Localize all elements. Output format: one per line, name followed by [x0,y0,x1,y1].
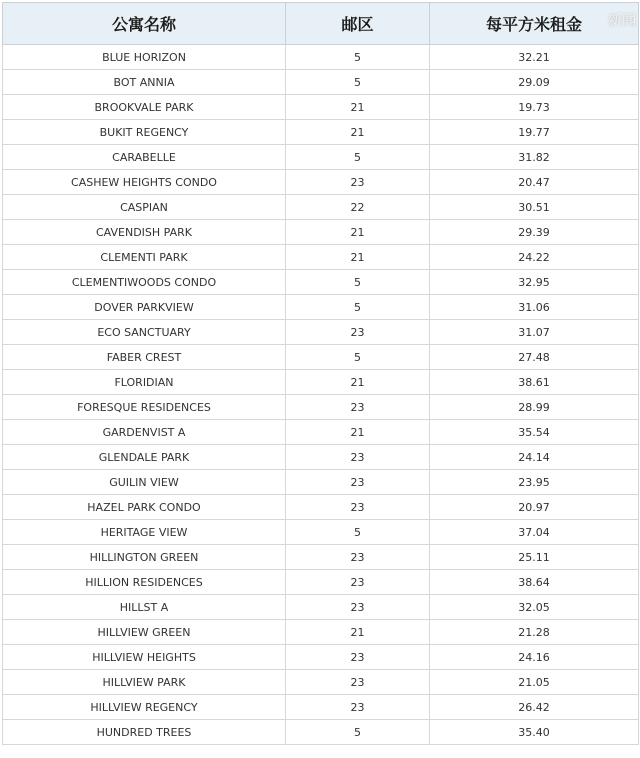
table-row [3,570,639,595]
postal-district-cell: 5 [286,270,430,295]
table-row [3,620,639,645]
rent-cell: 31.07 [430,320,639,345]
rent-cell: 19.73 [430,95,639,120]
apartment-name-cell: CARABELLE [3,145,286,170]
postal-district-cell: 5 [286,70,430,95]
postal-district-cell: 23 [286,445,430,470]
rent-cell: 32.21 [430,45,639,70]
table-row [3,545,639,570]
apartment-name-cell: CASHEW HEIGHTS CONDO [3,170,286,195]
postal-district-cell: 23 [286,495,430,520]
table-row [3,270,639,295]
table-body [3,45,639,745]
apartment-name-cell: GARDENVIST A [3,420,286,445]
table-row [3,220,639,245]
rent-cell: 35.40 [430,720,639,745]
table-row [3,145,639,170]
apartment-name-cell: HILLVIEW HEIGHTS [3,645,286,670]
rent-cell: 38.64 [430,570,639,595]
table-row [3,245,639,270]
postal-district-cell: 5 [286,520,430,545]
postal-district-cell: 23 [286,645,430,670]
table-row [3,695,639,720]
apartment-name-cell: HILLION RESIDENCES [3,570,286,595]
postal-district-cell: 21 [286,95,430,120]
table-row [3,395,639,420]
apartment-name-cell: BROOKVALE PARK [3,95,286,120]
postal-district-cell: 23 [286,320,430,345]
apartment-name-cell: BLUE HORIZON [3,45,286,70]
apartment-name-cell: ECO SANCTUARY [3,320,286,345]
apartment-name-cell: BUKIT REGENCY [3,120,286,145]
table-row [3,70,639,95]
apartment-name-cell: CLEMENTIWOODS CONDO [3,270,286,295]
rent-cell: 25.11 [430,545,639,570]
apartment-name-cell: GUILIN VIEW [3,470,286,495]
table-row [3,520,639,545]
postal-district-cell: 23 [286,395,430,420]
rent-cell: 27.48 [430,345,639,370]
table-row [3,95,639,120]
apartment-name-cell: CAVENDISH PARK [3,220,286,245]
rent-cell: 24.22 [430,245,639,270]
header-apartment-name: 公寓名称 [3,3,286,45]
apartment-name-cell: HILLVIEW GREEN [3,620,286,645]
postal-district-cell: 5 [286,145,430,170]
header-postal-district: 邮区 [286,3,430,45]
rent-cell: 28.99 [430,395,639,420]
rent-cell: 38.61 [430,370,639,395]
postal-district-cell: 21 [286,420,430,445]
apartment-name-cell: CASPIAN [3,195,286,220]
apartment-name-cell: DOVER PARKVIEW [3,295,286,320]
apartment-name-cell: HILLVIEW REGENCY [3,695,286,720]
postal-district-cell: 21 [286,120,430,145]
table-row [3,495,639,520]
table-row [3,320,639,345]
table-row [3,645,639,670]
rent-table [2,2,639,745]
watermark-text: 新闻 [608,13,636,29]
postal-district-cell: 23 [286,670,430,695]
apartment-name-cell: HILLST A [3,595,286,620]
header-rent-per-sqm: 每平方米租金 [430,3,639,45]
apartment-name-cell: FABER CREST [3,345,286,370]
apartment-name-cell: CLEMENTI PARK [3,245,286,270]
table-row [3,420,639,445]
postal-district-cell: 23 [286,695,430,720]
table-row [3,445,639,470]
table-row [3,720,639,745]
apartment-name-cell: BOT ANNIA [3,70,286,95]
postal-district-cell: 5 [286,345,430,370]
rent-cell: 32.05 [430,595,639,620]
rent-cell: 29.39 [430,220,639,245]
table-row [3,295,639,320]
postal-district-cell: 5 [286,295,430,320]
table-row [3,170,639,195]
apartment-name-cell: FLORIDIAN [3,370,286,395]
postal-district-cell: 21 [286,220,430,245]
postal-district-cell: 21 [286,245,430,270]
postal-district-cell: 23 [286,595,430,620]
rent-cell: 23.95 [430,470,639,495]
table-row [3,595,639,620]
header-row [3,3,639,45]
apartment-name-cell: HAZEL PARK CONDO [3,495,286,520]
rent-cell: 24.14 [430,445,639,470]
rent-cell: 20.47 [430,170,639,195]
postal-district-cell: 5 [286,45,430,70]
postal-district-cell: 21 [286,370,430,395]
rent-cell: 24.16 [430,645,639,670]
apartment-name-cell: FORESQUE RESIDENCES [3,395,286,420]
postal-district-cell: 23 [286,570,430,595]
rent-cell: 31.82 [430,145,639,170]
apartment-name-cell: HILLINGTON GREEN [3,545,286,570]
postal-district-cell: 23 [286,170,430,195]
postal-district-cell: 23 [286,470,430,495]
postal-district-cell: 22 [286,195,430,220]
rent-cell: 21.28 [430,620,639,645]
apartment-name-cell: HUNDRED TREES [3,720,286,745]
rent-cell: 35.54 [430,420,639,445]
rent-cell: 37.04 [430,520,639,545]
table-row [3,670,639,695]
table-row [3,345,639,370]
apartment-name-cell: HERITAGE VIEW [3,520,286,545]
postal-district-cell: 23 [286,545,430,570]
table-header [3,3,639,45]
apartment-name-cell: HILLVIEW PARK [3,670,286,695]
rent-cell: 21.05 [430,670,639,695]
rent-cell: 32.95 [430,270,639,295]
table-row [3,120,639,145]
table-row [3,470,639,495]
apartment-name-cell: GLENDALE PARK [3,445,286,470]
rent-cell: 30.51 [430,195,639,220]
rent-cell: 29.09 [430,70,639,95]
postal-district-cell: 5 [286,720,430,745]
rent-cell: 26.42 [430,695,639,720]
rent-cell: 20.97 [430,495,639,520]
rent-cell: 19.77 [430,120,639,145]
table-row [3,195,639,220]
postal-district-cell: 21 [286,620,430,645]
table-row [3,45,639,70]
table-row [3,370,639,395]
rent-cell: 31.06 [430,295,639,320]
